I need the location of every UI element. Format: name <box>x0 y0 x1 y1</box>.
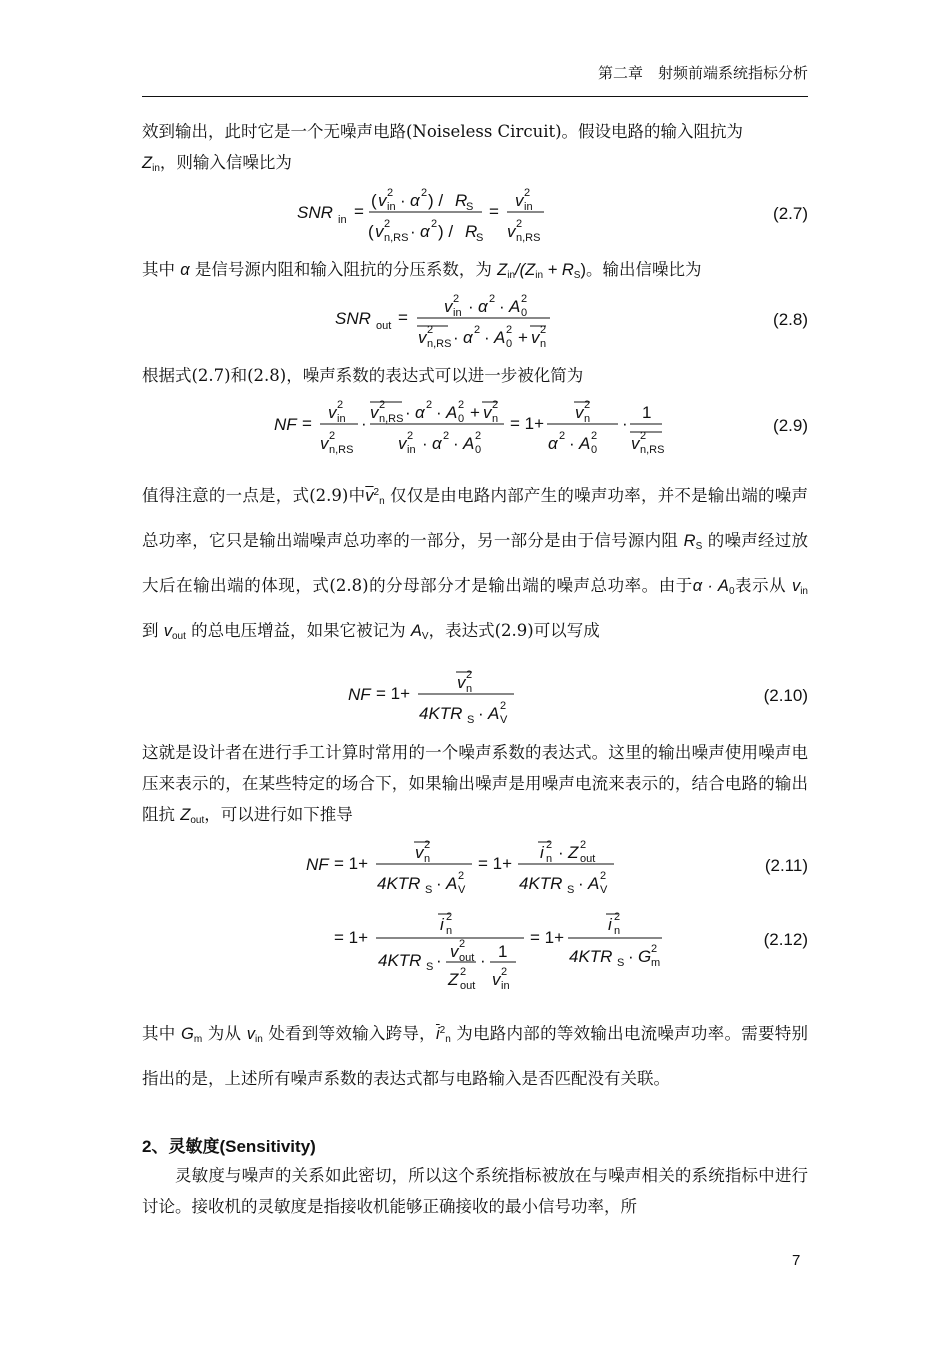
equation-number: (2.9) <box>773 416 808 435</box>
svg-text:·: · <box>453 434 459 453</box>
svg-text:2: 2 <box>459 938 466 950</box>
svg-text:n: n <box>614 925 621 937</box>
svg-text:·: · <box>569 434 575 453</box>
svg-text:= 1+: = 1+ <box>334 928 369 947</box>
svg-text:α: α <box>548 434 558 453</box>
svg-text:=: = <box>398 308 408 327</box>
equation-number: (2.8) <box>773 310 808 329</box>
svg-text:0: 0 <box>458 413 465 425</box>
svg-text:out: out <box>460 980 476 992</box>
svg-text:·: · <box>628 947 634 966</box>
svg-text:·: · <box>622 414 628 433</box>
svg-text:1: 1 <box>498 942 508 961</box>
svg-text:2: 2 <box>640 430 647 442</box>
svg-text:S: S <box>426 961 434 973</box>
svg-text:v: v <box>328 403 337 422</box>
svg-text:2: 2 <box>379 399 386 411</box>
svg-text:α: α <box>463 328 473 347</box>
equation-2-7 <box>142 182 808 246</box>
svg-text:n: n <box>540 338 547 350</box>
equation-2-12 <box>142 906 808 996</box>
svg-text:2: 2 <box>431 218 438 230</box>
svg-text:v: v <box>450 942 459 961</box>
svg-text:4KTR: 4KTR <box>419 704 463 723</box>
svg-text:2: 2 <box>460 966 467 978</box>
svg-text:2: 2 <box>458 870 465 882</box>
svg-text:α: α <box>415 403 425 422</box>
svg-text:S: S <box>476 232 484 244</box>
svg-text:S: S <box>466 201 474 213</box>
svg-text:i: i <box>608 915 612 934</box>
svg-text:=: = <box>489 202 499 221</box>
svg-text:2: 2 <box>516 218 523 230</box>
svg-text:n,RS: n,RS <box>427 338 452 350</box>
svg-text:0: 0 <box>591 444 598 456</box>
svg-text:v: v <box>631 434 640 453</box>
svg-text:m: m <box>651 957 661 969</box>
svg-text:·: · <box>405 403 411 422</box>
svg-text:i: i <box>440 915 444 934</box>
svg-text:2: 2 <box>500 700 507 712</box>
svg-text:S: S <box>567 884 575 896</box>
equation-2-8 <box>142 288 808 352</box>
svg-text:out: out <box>580 853 596 865</box>
svg-text:2: 2 <box>427 324 434 336</box>
svg-text:v: v <box>531 328 540 347</box>
svg-text:2: 2 <box>474 324 481 336</box>
paragraph-simplify: 根据式(2.7)和(2.8)，噪声系数的表达式可以进一步被化简为 <box>142 366 584 385</box>
svg-text:in: in <box>453 307 462 319</box>
svg-text:2: 2 <box>424 839 431 851</box>
svg-text:A: A <box>488 704 500 723</box>
svg-text:v: v <box>375 222 384 241</box>
svg-text:·: · <box>422 434 428 453</box>
svg-text:0: 0 <box>521 307 528 319</box>
svg-text:α: α <box>420 222 430 241</box>
svg-text:2: 2 <box>559 430 566 442</box>
svg-text:A: A <box>494 328 506 347</box>
svg-text:4KTR: 4KTR <box>377 874 421 893</box>
svg-text:V: V <box>500 714 508 726</box>
svg-text:2: 2 <box>546 839 553 851</box>
svg-text:in: in <box>407 444 416 456</box>
svg-text:v: v <box>398 434 407 453</box>
svg-text:v: v <box>515 191 524 210</box>
svg-text:= 1+: = 1+ <box>478 854 513 873</box>
svg-text:2: 2 <box>492 399 499 411</box>
equation-2-11 <box>142 834 808 898</box>
svg-text:A: A <box>509 297 521 316</box>
svg-text:Z: Z <box>568 843 579 862</box>
svg-text:A: A <box>579 434 591 453</box>
svg-text:in: in <box>387 201 396 213</box>
svg-text:v: v <box>457 673 466 692</box>
svg-text:n: n <box>546 853 553 865</box>
svg-text:·: · <box>410 222 416 241</box>
svg-text:2: 2 <box>453 293 460 305</box>
svg-text:NF: NF <box>306 855 329 874</box>
svg-text:v: v <box>415 843 424 862</box>
svg-text:+: + <box>518 328 528 347</box>
paragraph-alpha: 其中 α 是信号源内阻和输入阻抗的分压系数，为 $Z_{in}/(Z_{in} + R_S)$。输出信噪比为 <box>142 260 702 281</box>
svg-text:2: 2 <box>614 911 621 923</box>
svg-text:) /: ) / <box>438 222 454 241</box>
svg-text:α: α <box>410 191 420 210</box>
paragraph-transconductance: 其中 $G_m$ 为从 $v_{in}$ 处看到等效输入跨导，$\overline{i}^2_n$ 为电路内部的等效输出电流噪声功率。需要特别指出的是，上述所有噪声系数的表达式都与电路输入是否匹配没有关联。 <box>142 1024 808 1088</box>
svg-text:2: 2 <box>506 324 513 336</box>
svg-text:2: 2 <box>524 187 531 199</box>
svg-text:=: = <box>302 414 312 433</box>
svg-text:SNR: SNR <box>297 203 333 222</box>
svg-text:n: n <box>492 413 499 425</box>
svg-text:n,RS: n,RS <box>379 413 404 425</box>
svg-text:·: · <box>499 297 505 316</box>
svg-text:4KTR: 4KTR <box>569 947 613 966</box>
svg-text:2: 2 <box>446 911 453 923</box>
svg-text:Z: Z <box>448 970 459 989</box>
svg-text:0: 0 <box>475 444 482 456</box>
paragraph-sensitivity: 灵敏度与噪声的关系如此密切，所以这个系统指标被放在与噪声相关的系统指标中进行讨论。接收机的灵敏度是指接收机能够正确接收的最小信号功率，所 <box>142 1166 808 1216</box>
svg-text:1: 1 <box>642 403 652 422</box>
svg-text:SNR: SNR <box>335 309 371 328</box>
svg-text:= 1+: = 1+ <box>510 414 545 433</box>
header-rule <box>142 96 808 97</box>
svg-text:out: out <box>459 952 475 964</box>
svg-text:+: + <box>470 403 480 422</box>
svg-text:2: 2 <box>651 943 658 955</box>
svg-text:R: R <box>455 191 468 210</box>
svg-text:in: in <box>501 980 510 992</box>
svg-text:·: · <box>478 704 484 723</box>
svg-text:2: 2 <box>407 430 414 442</box>
running-header: 第二章 射频前端系统指标分析 <box>597 64 808 82</box>
svg-text:v: v <box>320 434 329 453</box>
equation-number: (2.10) <box>763 686 808 705</box>
svg-text:2: 2 <box>591 430 598 442</box>
equation-number: (2.7) <box>773 204 808 223</box>
svg-text:(: ( <box>368 222 374 241</box>
paragraph-current-noise: 这就是设计者在进行手工计算时常用的一个噪声系数的表达式。这里的输出噪声使用噪声电压来表示的，在某些特定的场合下，如果输出噪声是用噪声电流来表示的，结合电路的输出阻抗 $Z_{out}$，可以进行如下推导 <box>142 743 808 826</box>
svg-text:v: v <box>444 297 453 316</box>
svg-text:·: · <box>436 403 442 422</box>
svg-text:v: v <box>378 191 387 210</box>
svg-text:in: in <box>524 201 533 213</box>
svg-text:2: 2 <box>475 430 482 442</box>
svg-text:NF: NF <box>348 685 371 704</box>
svg-text:A: A <box>446 403 458 422</box>
svg-text:v: v <box>418 328 427 347</box>
svg-text:n,RS: n,RS <box>640 444 665 456</box>
svg-text:out: out <box>376 320 392 332</box>
svg-text:in: in <box>337 413 346 425</box>
svg-text:2: 2 <box>426 399 433 411</box>
svg-text:) /: ) / <box>428 191 444 210</box>
svg-text:·: · <box>436 874 442 893</box>
svg-text:2: 2 <box>387 187 394 199</box>
svg-text:n: n <box>446 925 453 937</box>
svg-text:2: 2 <box>580 839 587 851</box>
svg-text:v: v <box>575 403 584 422</box>
equation-number: (2.12) <box>763 930 808 949</box>
svg-text:·: · <box>468 297 474 316</box>
svg-text:·: · <box>436 951 442 970</box>
svg-text:A: A <box>588 874 600 893</box>
svg-text:4KTR: 4KTR <box>378 951 422 970</box>
svg-text:α: α <box>478 297 488 316</box>
svg-text:·: · <box>484 328 490 347</box>
svg-text:2: 2 <box>466 669 473 681</box>
svg-text:v: v <box>483 403 492 422</box>
svg-text:2: 2 <box>489 293 496 305</box>
svg-text:2: 2 <box>540 324 547 336</box>
svg-text:·: · <box>578 874 584 893</box>
svg-text:n: n <box>466 683 473 695</box>
equation-number: (2.11) <box>764 856 808 875</box>
svg-text:n,RS: n,RS <box>516 232 541 244</box>
svg-text:n,RS: n,RS <box>384 232 409 244</box>
equation-2-9 <box>142 394 808 458</box>
svg-text:A: A <box>463 434 475 453</box>
equation-2-10 <box>142 664 808 728</box>
svg-text:α: α <box>432 434 442 453</box>
svg-text:S: S <box>467 714 475 726</box>
svg-text:= 1+: = 1+ <box>334 854 369 873</box>
svg-text:·: · <box>480 951 486 970</box>
svg-text:v: v <box>492 970 501 989</box>
svg-text:2: 2 <box>421 187 428 199</box>
svg-text:V: V <box>600 884 608 896</box>
svg-text:2: 2 <box>584 399 591 411</box>
svg-text:2: 2 <box>458 399 465 411</box>
svg-text:·: · <box>453 328 459 347</box>
svg-text:R: R <box>465 222 478 241</box>
page-number: 7 <box>792 1252 801 1269</box>
section-heading: 2、灵敏度(Sensitivity) <box>142 1137 316 1156</box>
svg-text:n: n <box>584 413 591 425</box>
svg-text:V: V <box>458 884 466 896</box>
svg-text:= 1+: = 1+ <box>530 928 565 947</box>
svg-text:2: 2 <box>600 870 607 882</box>
svg-text:S: S <box>425 884 433 896</box>
svg-text:n,RS: n,RS <box>329 444 354 456</box>
svg-text:·: · <box>361 414 367 433</box>
svg-text:2: 2 <box>443 430 450 442</box>
svg-text:2: 2 <box>521 293 528 305</box>
svg-text:v: v <box>370 403 379 422</box>
svg-text:2: 2 <box>337 399 344 411</box>
svg-text:i: i <box>540 843 544 862</box>
svg-text:·: · <box>400 191 406 210</box>
svg-text:·: · <box>558 843 564 862</box>
svg-text:2: 2 <box>384 218 391 230</box>
paragraph-intro: 效到输出，此时它是一个无噪声电路(Noiseless Circuit)。假设电路的输入阻抗为 $Z_{in}$，则输入信噪比为 <box>142 122 744 174</box>
svg-text:A: A <box>446 874 458 893</box>
svg-text:n: n <box>424 853 431 865</box>
svg-text:4KTR: 4KTR <box>519 874 563 893</box>
svg-text:in: in <box>338 214 347 226</box>
svg-text:2: 2 <box>329 430 336 442</box>
svg-text:=: = <box>354 202 364 221</box>
svg-text:(: ( <box>371 191 377 210</box>
svg-text:NF: NF <box>274 415 297 434</box>
svg-text:0: 0 <box>506 338 513 350</box>
svg-text:G: G <box>638 947 652 966</box>
svg-text:= 1+: = 1+ <box>376 684 411 703</box>
paragraph-noise-power: 值得注意的一点是，式(2.9)中$\overline{v}^2_n$ 仅仅是由电路内部产生的噪声功率，并不是输出端的噪声总功率，它只是输出端噪声总功率的一部分，另一部分是由于信号源内阻 $R_S$ 的噪声经过放大后在输出端的体现，式(2.8)的分母部分才是输出端的噪声总功率。由于$\alpha \cdot A_0$表示从 $v_{in}$ 到 $v_{out}$ 的总电压增益，如果它被记为 $A_V$，表达式(2.9)可以写成 <box>142 486 809 642</box>
svg-text:v: v <box>507 222 516 241</box>
svg-text:2: 2 <box>501 966 508 978</box>
svg-text:S: S <box>617 957 625 969</box>
